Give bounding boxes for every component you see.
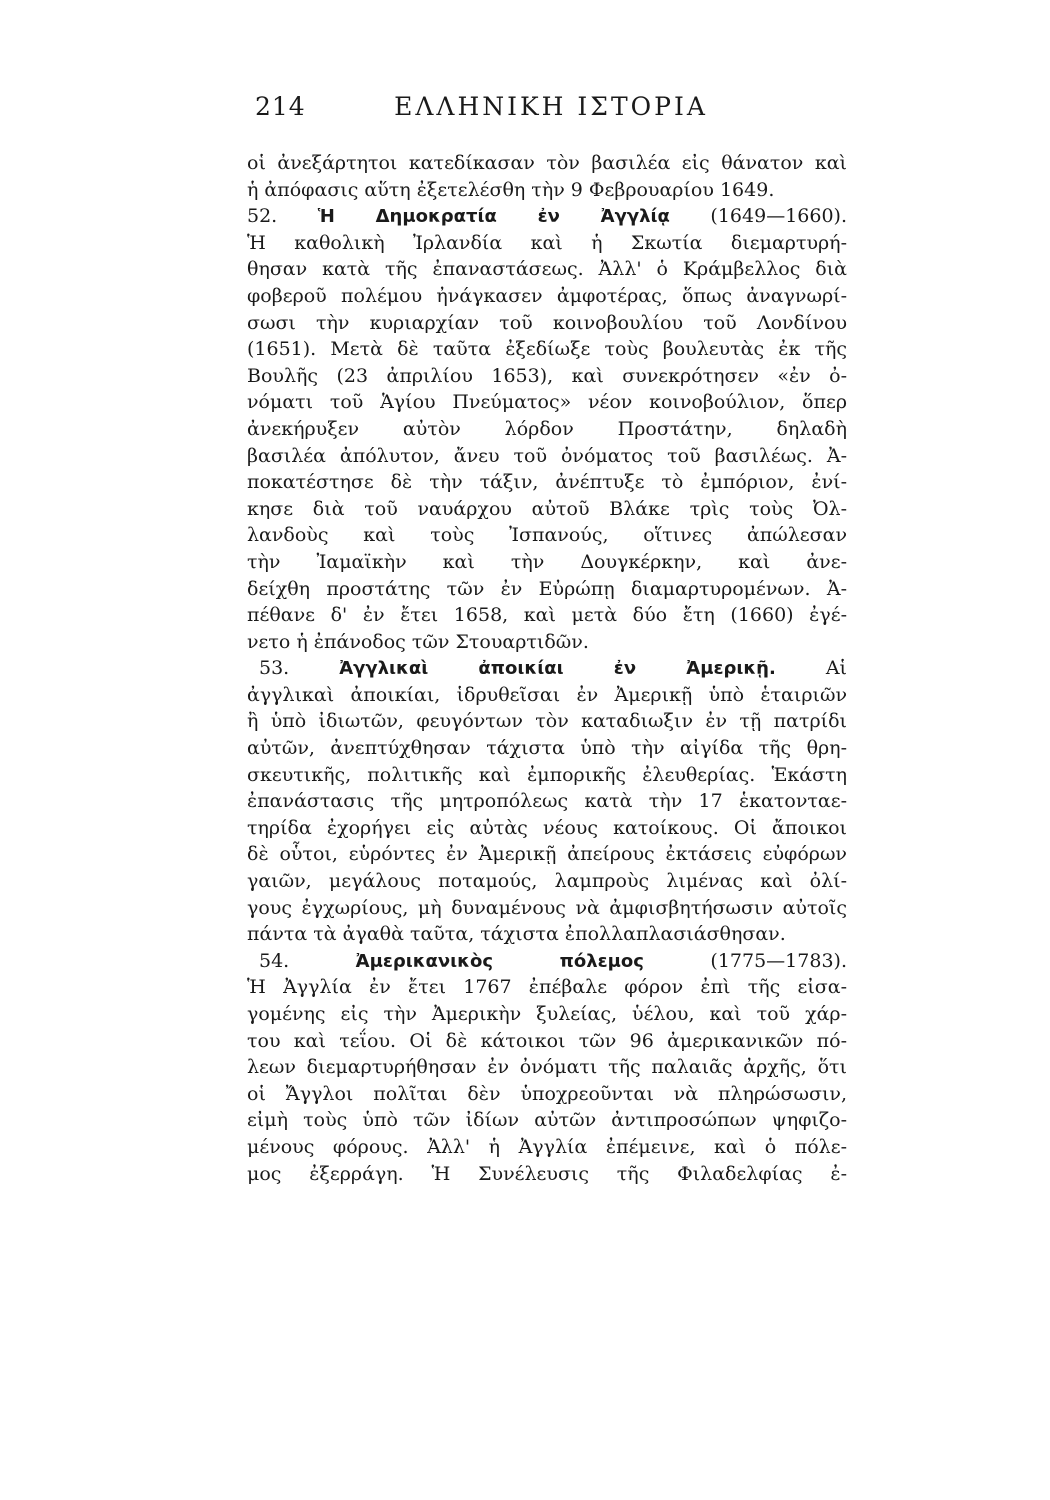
text-line: βασιλέα ἀπόλυτον, ἄνευ τοῦ ὀνόματος τοῦ βασιλέως. Ἀ- [247, 444, 847, 467]
text-line: ἀγγλικαὶ ἀποικίαι, ἱδρυθεῖσαι ἐν Ἀμερικῇ ὑπὸ ἑταιριῶν [247, 683, 847, 706]
text-line: νετο ἡ ἐπάνοδος τῶν Στουαρτιδῶν. [247, 630, 589, 653]
section-heading: Ἀγγλικαὶ ἀποικίαι ἐν Ἀμερικῇ. [339, 658, 776, 680]
text-line: μένους φόρους. Ἀλλ' ἡ Ἀγγλία ἐπέμεινε, καὶ ὁ πόλε- [247, 1135, 847, 1158]
text-line: οἱ ἀνεξάρτητοι κατεδίκασαν τὸν βασιλέα εἰς θάνατον καὶ [247, 152, 847, 174]
running-title: ΕΛΛΗΝΙΚΗ ΙΣΤΟΡΙΑ [394, 92, 708, 121]
text-line: (1651). Μετὰ δὲ ταῦτα ἐξεδίωξε τοὺς βουλευτὰς ἐκ τῆς [247, 338, 847, 361]
text-line: σωσι τὴν κυριαρχίαν τοῦ κοινοβουλίου τοῦ Λονδίνου [247, 311, 847, 334]
text-line: κησε διὰ τοῦ ναυάρχου αὐτοῦ Βλάκε τρὶς τοὺς Ὀλ- [247, 497, 847, 520]
text-fragment: Αἱ [825, 657, 847, 680]
text-line: Βουλῆς (23 ἀπριλίου 1653), καὶ συνεκρότησεν «ἐν ὀ- [247, 364, 847, 387]
text-fragment: (1775—1783). [710, 949, 847, 972]
text-line: ἀνεκήρυξεν αὐτὸν λόρδον Προστάτην, δηλαδὴ [247, 417, 847, 440]
section-heading: Ἡ Δημοκρατία ἐν Ἀγγλίᾳ [317, 206, 670, 228]
text-line: λεων διεμαρτυρήθησαν ἐν ὀνόματι τῆς παλαιᾶς ἀρχῆς, ὅτι [247, 1056, 847, 1079]
text-line: ἡ ἀπόφασις αὕτη ἐξετελέσθη τὴν 9 Φεβρουαρίου 1649. [247, 178, 775, 201]
text-line: ἐπανάστασις τῆς μητροπόλεως κατὰ τὴν 17 ἑκατονταε- [247, 790, 847, 813]
text-line: νόματι τοῦ Ἁγίου Πνεύματος» νέον κοινοβούλιον, ὅπερ [247, 391, 847, 414]
text-line: ἢ ὑπὸ ἰδιωτῶν, φευγόντων τὸν καταδιωξιν ἐν τῇ πατρίδι [247, 710, 847, 733]
text-line: οἱ Ἄγγλοι πολῖται δὲν ὑποχρεοῦνται νὰ πληρώσωσιν, [247, 1082, 847, 1105]
text-line: δείχθη προστάτης τῶν ἐν Εὐρώπῃ διαμαρτυρομένων. Ἀ- [247, 577, 847, 600]
text-line: γους ἐγχωρίους, μὴ δυναμένους νὰ ἀμφισβητήσωσιν αὐτοῖς [247, 896, 847, 919]
text-line: πέθανε δ' ἐν ἔτει 1658, καὶ μετὰ δύο ἔτη (1660) ἐγέ- [247, 604, 847, 627]
text-line: δὲ οὗτοι, εὑρόντες ἐν Ἀμερικῇ ἀπείρους ἐκτάσεις εὐφόρων [247, 843, 847, 866]
section-number: 53. [259, 657, 290, 680]
section-number: 52. [247, 205, 278, 228]
text-fragment: (1649—1660). [710, 205, 847, 228]
section-heading-line [247, 203, 847, 230]
section-number: 54. [259, 949, 290, 972]
text-line: λανδοὺς καὶ τοὺς Ἰσπανούς, οἵτινες ἀπώλεσαν [247, 524, 847, 547]
text-line: Ἡ Ἀγγλία ἐν ἔτει 1767 ἐπέβαλε φόρον ἐπὶ τῆς εἰσα- [247, 976, 847, 999]
text-line: τὴν Ἰαμαϊκὴν καὶ τὴν Δουγκέρκην, καὶ ἀνε- [247, 550, 847, 573]
text-line: του καὶ τεΐου. Οἱ δὲ κάτοικοι τῶν 96 ἀμερικανικῶν πό- [247, 1029, 847, 1052]
text-line: θησαν κατὰ τῆς ἐπαναστάσεως. Ἀλλ' ὁ Κράμβελλος διὰ [247, 258, 847, 281]
text-line: Ἡ καθολικὴ Ἰρλανδία καὶ ἡ Σκωτία διεμαρτυρή- [247, 231, 847, 254]
text-line: πάντα τὰ ἀγαθὰ ταῦτα, τάχιστα ἐπολλαπλασιάσθησαν. [247, 923, 786, 946]
text-line: ποκατέστησε δὲ τὴν τάξιν, ἀνέπτυξε τὸ ἐμπόριον, ἐνί- [247, 471, 847, 494]
text-line: γαιῶν, μεγάλους ποταμούς, λαμπροὺς λιμένας καὶ ὀλί- [247, 870, 847, 893]
text-line: γομένης εἰς τὴν Ἀμερικὴν ξυλείας, ὑέλου, καὶ τοῦ χάρ- [247, 1003, 847, 1025]
text-line: τηρίδα ἐχορήγει εἰς αὐτὰς νέους κατοίκους. Οἱ ἄποικοι [247, 816, 847, 839]
body-text [247, 150, 847, 1187]
running-header [255, 92, 847, 128]
section-heading-line [247, 948, 847, 975]
text-line: εἰμὴ τοὺς ὑπὸ τῶν ἰδίων αὐτῶν ἀντιπροσώπων ψηφιζο- [247, 1109, 847, 1132]
page-number: 214 [255, 92, 306, 121]
section-heading-line [247, 655, 847, 682]
text-line: μος ἐξερράγη. Ἡ Συνέλευσις τῆς Φιλαδελφίας ἐ- [247, 1162, 847, 1185]
text-line: αὐτῶν, ἀνεπτύχθησαν τάχιστα ὑπὸ τὴν αἰγίδα τῆς θρη- [247, 737, 847, 760]
section-heading: Ἀμερικανικὸς πόλεμος [355, 950, 644, 972]
text-line: σκευτικῆς, πολιτικῆς καὶ ἐμπορικῆς ἐλευθερίας. Ἑκάστη [247, 763, 847, 786]
text-line: φοβεροῦ πολέμου ἠνάγκασεν ἀμφοτέρας, ὅπως ἀναγνωρί- [247, 284, 847, 307]
